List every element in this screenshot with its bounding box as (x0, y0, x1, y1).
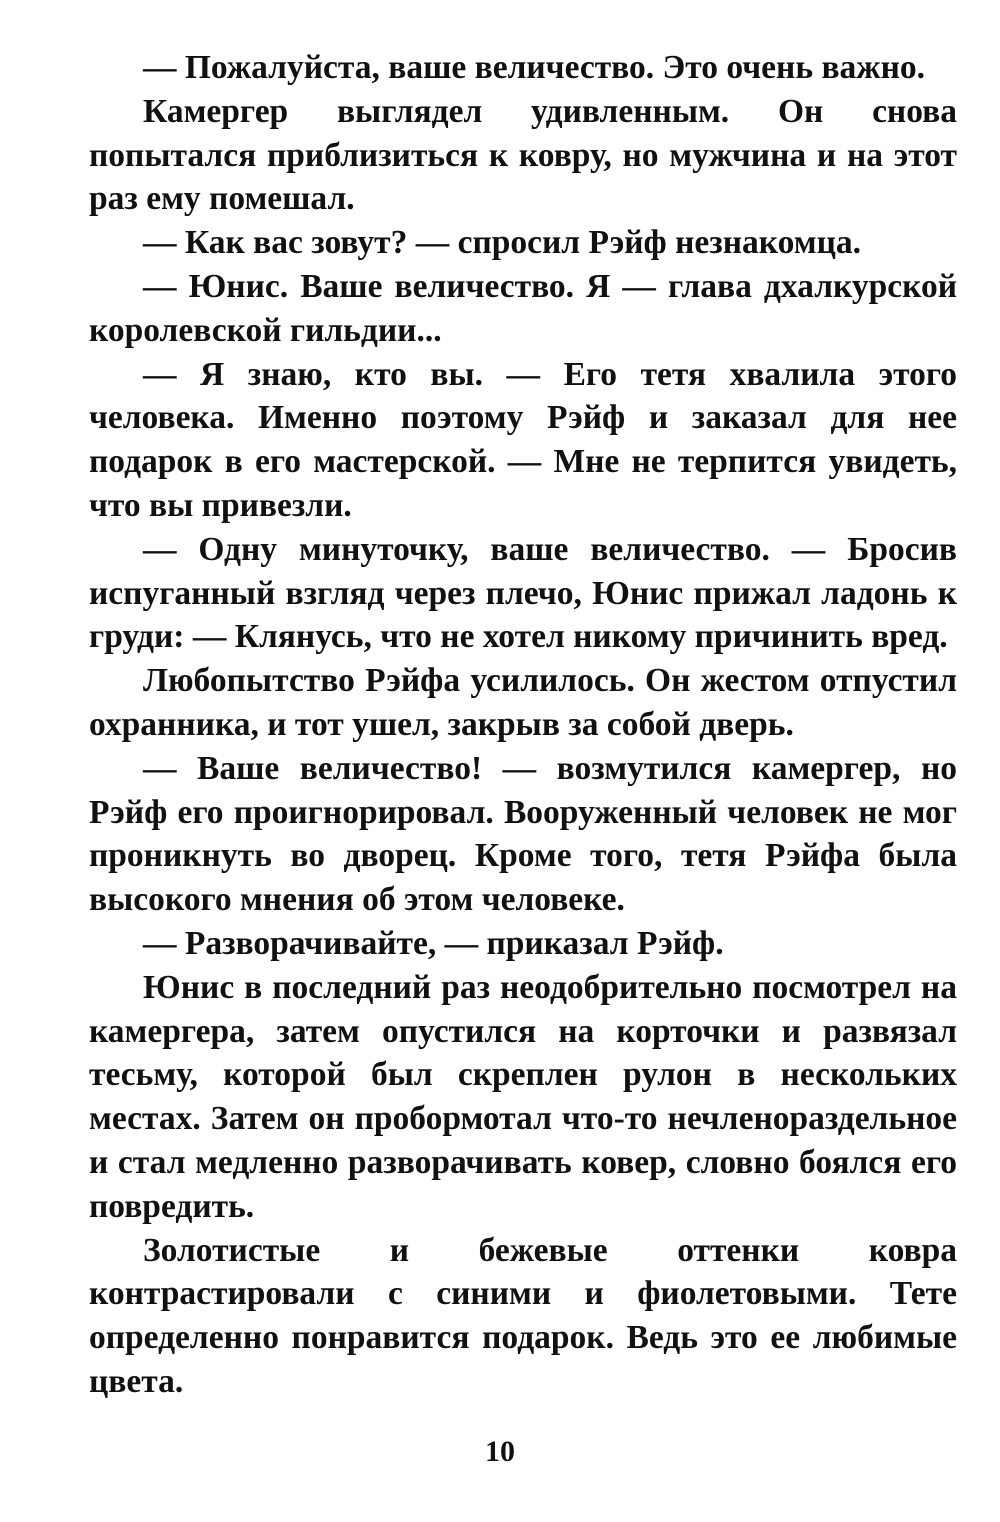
paragraph-7: Любопытство Рэйфа усилилось. Он жестом отпустил охранника, и тот ушел, закрыв за собой дверь. (89, 662, 957, 743)
paragraph-2: Камергер выглядел удивленным. Он снова попытался приблизиться к ковру, но мужчина и на этот раз ему помешал. (89, 92, 957, 218)
paragraph-5: — Я знаю, кто вы. — Его тетя хвалила этого человека. Именно поэтому Рэйф и заказал для нее подарок в его мастерской. — Мне не терпится увидеть, что вы привезли. (89, 355, 957, 524)
paragraph-6: — Одну минуточку, ваше величество. — Бросив испуганный взгляд через плечо, Юнис прижал ладонь к груди: — Клянусь, что не хотел никому причинить вред. (89, 530, 957, 656)
paragraph-8: — Ваше величество! — возмутился камергер, но Рэйф его проигнорировал. Вооруженный человек не мог проникнуть во дворец. Кроме того, тетя Рэйфа была высокого мнения об этом человеке. (89, 749, 957, 919)
paragraph-4: — Юнис. Ваше величество. Я — глава дхалкурской королевской гильдии... (89, 267, 957, 349)
paragraph-11: Золотистые и бежевые оттенки ковра контрастировали с синими и фиолетовыми. Тете определенно понравится подарок. Ведь это ее любимые цвета. (89, 1231, 957, 1400)
page-number: 10 (485, 1435, 515, 1468)
paragraph-10: Юнис в последний раз неодобрительно посмотрел на камергера, затем опустился на корточки и развязал тесьму, которой был скреплен рулон в нескольких местах. Затем он пробормотал что-то нечленораздельное и стал медленно разворачивать ковер, словно боялся его повредить. (89, 968, 957, 1225)
paragraph-9: — Разворачивайте, — приказал Рэйф. (143, 924, 724, 962)
paragraph-1: — Пожалуйста, ваше величество. Это очень важно. (143, 49, 925, 86)
paragraph-3: — Как вас зовут? — спросил Рэйф незнакомца. (143, 224, 861, 262)
page-text (89, 46, 957, 1404)
